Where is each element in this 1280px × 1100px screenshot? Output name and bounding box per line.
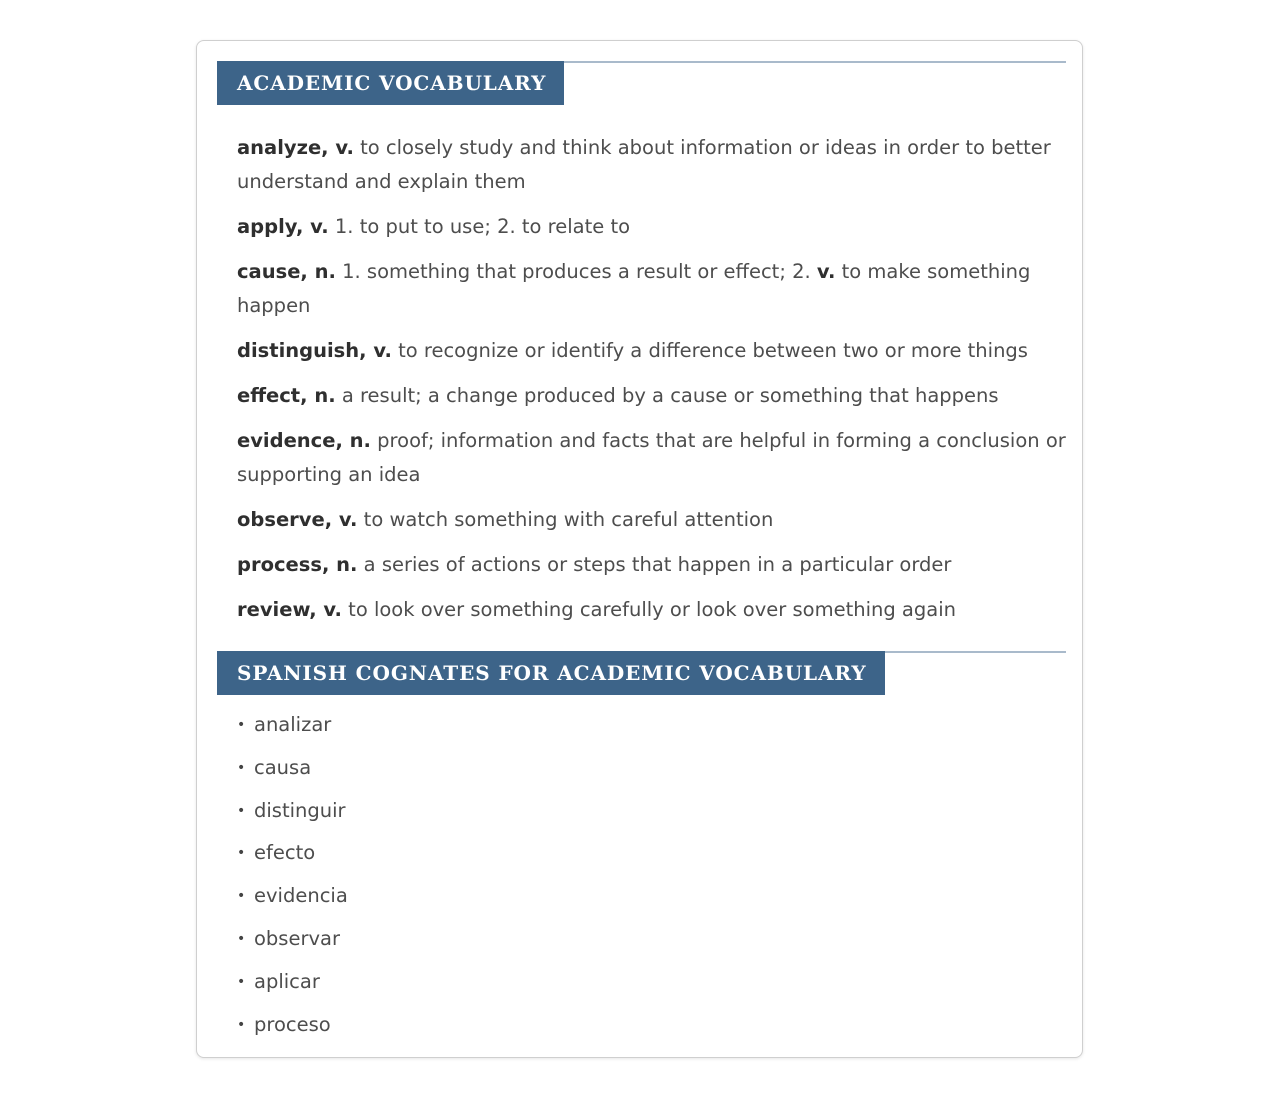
- definition: a series of actions or steps that happen in a particular order: [357, 553, 952, 576]
- term: effect, n.: [237, 384, 336, 407]
- term-part-of-speech: v.: [816, 260, 836, 283]
- bullet-icon: •: [237, 973, 246, 990]
- definition: proof; information and facts that are helpful in forming a conclusion or supporting an idea: [237, 429, 1066, 486]
- cognate-word: aplicar: [254, 969, 320, 993]
- definition: 1. to put to use; 2. to relate to: [328, 215, 631, 238]
- cognate-item: [237, 837, 348, 880]
- definition-item: [237, 593, 1073, 627]
- cognate-word: distinguir: [254, 798, 346, 822]
- definition: to make something happen: [237, 260, 1031, 317]
- bullet-icon: •: [237, 717, 246, 733]
- cognate-item: [237, 1009, 348, 1052]
- bullet-icon: •: [237, 888, 246, 905]
- cognate-item: [237, 923, 348, 966]
- cognate-word: evidencia: [254, 884, 348, 908]
- definition-item: [237, 548, 1073, 582]
- term: cause, n.: [237, 260, 336, 283]
- definition: 1. something that produces a result or effect; 2.: [335, 260, 817, 283]
- academic-vocabulary-header: [217, 61, 1066, 105]
- cognate-item: [237, 795, 348, 838]
- cognate-word: efecto: [254, 841, 316, 865]
- cognate-list: [237, 709, 348, 1051]
- definition-item: [237, 210, 1073, 244]
- term: apply, v.: [237, 215, 329, 238]
- cognate-item: [237, 966, 348, 1009]
- spanish-cognates-header: [217, 651, 1066, 695]
- term: evidence, n.: [237, 429, 371, 452]
- definition-item: [237, 424, 1073, 492]
- definition: to look over something carefully or look over something again: [341, 598, 956, 621]
- term: process, n.: [237, 553, 358, 576]
- bullet-icon: •: [237, 802, 246, 819]
- definition: a result; a change produced by a cause or something that happens: [335, 384, 999, 407]
- cognate-word: observar: [254, 926, 340, 950]
- bullet-icon: •: [237, 759, 246, 776]
- definition-item: [237, 503, 1073, 537]
- cognate-item: [237, 752, 348, 795]
- term: observe, v.: [237, 508, 358, 531]
- cognate-item: [237, 709, 348, 752]
- cognate-word: proceso: [254, 1012, 331, 1036]
- definition-item: [237, 255, 1073, 323]
- definition-item: [237, 379, 1073, 413]
- bullet-icon: •: [237, 1016, 246, 1033]
- term: review, v.: [237, 598, 342, 621]
- bullet-icon: •: [237, 930, 246, 947]
- spanish-cognates-title: SPANISH COGNATES FOR ACADEMIC VOCABULARY: [217, 651, 885, 695]
- definition: to recognize or identify a difference between two or more things: [391, 339, 1028, 362]
- vocabulary-card: [196, 40, 1083, 1058]
- definition-item: [237, 131, 1073, 199]
- term: distinguish, v.: [237, 339, 392, 362]
- academic-vocabulary-title: ACADEMIC VOCABULARY: [217, 61, 564, 105]
- cognate-word: analizar: [254, 713, 332, 736]
- definition: to closely study and think about information or ideas in order to better understand and explain them: [237, 136, 1051, 193]
- term: analyze, v.: [237, 136, 354, 159]
- bullet-icon: •: [237, 845, 246, 862]
- definition-item: [237, 334, 1073, 368]
- cognate-word: causa: [254, 755, 312, 779]
- definition: to watch something with careful attention: [357, 508, 774, 531]
- definition-list: [237, 131, 1073, 638]
- cognate-item: [237, 880, 348, 923]
